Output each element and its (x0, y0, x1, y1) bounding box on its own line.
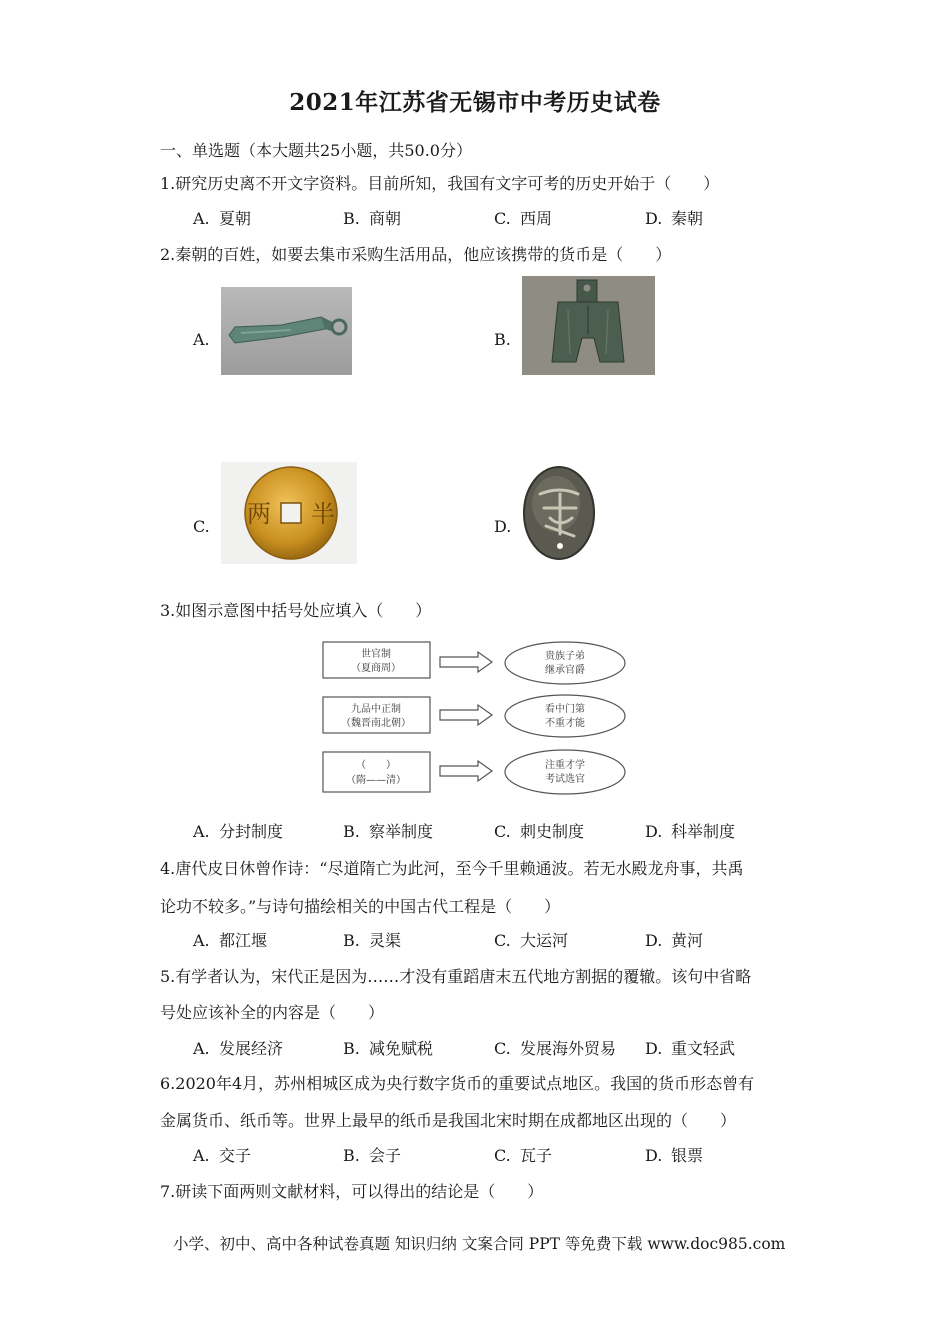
option-b[interactable]: B. 商朝 (343, 209, 402, 228)
coin-char-right: 半 (311, 500, 335, 528)
question-6-stem-line1: 6.2020年4月，苏州相城区成为央行数字货币的重要试点地区。我国的货币形态曾有 (160, 1074, 755, 1093)
question-5-stem-line2: 号处应该补全的内容是（ ） (160, 1003, 385, 1022)
diagram-row-1 (323, 642, 625, 684)
option-c[interactable]: C. 发展海外贸易 (494, 1039, 617, 1058)
row3-box-line2: （隋——清） (346, 775, 406, 786)
question-3-options (193, 822, 793, 842)
row1-box-line1: 世官制 (361, 649, 391, 660)
question-6-stem-line2: 金属货币、纸币等。世界上最早的纸币是我国北宋时期在成都地区出现的（ ） (160, 1111, 737, 1130)
ant-nose-coin-icon (520, 464, 600, 564)
option-d[interactable]: D. 银票 (645, 1146, 704, 1165)
row2-box-line1: 九品中正制 (351, 704, 401, 715)
official-selection-diagram (320, 637, 630, 802)
question-4-stem-line2: 论功不较多。”与诗句描绘相关的中国古代工程是（ ） (160, 897, 561, 916)
option-a[interactable]: A. 分封制度 (193, 822, 284, 841)
question-5-stem-line1: 5.有学者认为，宋代正是因为……才没有重蹈唐末五代地方割据的覆辙。该句中省略 (160, 967, 752, 986)
knife-coin-image (221, 287, 352, 375)
row3-oval-line1: 注重才学 (545, 760, 585, 771)
row1-box-line2: （夏商周） (351, 663, 401, 674)
option-c-label[interactable]: C. (193, 517, 210, 536)
ant-nose-coin-image (520, 464, 600, 564)
row2-box-line2: （魏晋南北朝） (341, 718, 411, 729)
option-c[interactable]: C. 瓦子 (494, 1146, 553, 1165)
question-2-stem: 2.秦朝的百姓，如要去集市采购生活用品，他应该携带的货币是（ ） (160, 245, 672, 264)
question-1-options (193, 209, 793, 229)
option-d[interactable]: D. 科举制度 (645, 822, 736, 841)
option-d[interactable]: D. 黄河 (645, 931, 704, 950)
question-4-stem-line1: 4.唐代皮日休曾作诗：“尽道隋亡为此河，至今千里赖通波。若无水殿龙舟事，共禹 (160, 859, 744, 878)
coin-char-left: 两 (247, 500, 271, 528)
option-d[interactable]: D. 重文轻武 (645, 1039, 736, 1058)
option-b[interactable]: B. 灵渠 (343, 931, 402, 950)
diagram-row-2 (323, 695, 625, 737)
question-7-stem: 7.研读下面两则文献材料，可以得出的结论是（ ） (160, 1182, 544, 1201)
option-a[interactable]: A. 发展经济 (193, 1039, 284, 1058)
option-b-label[interactable]: B. (494, 330, 511, 349)
row2-oval-line2: 不重才能 (545, 718, 585, 729)
option-c[interactable]: C. 大运河 (494, 931, 569, 950)
option-c[interactable]: C. 刺史制度 (494, 822, 585, 841)
arrow-icon (440, 761, 492, 781)
option-a[interactable]: A. 交子 (193, 1146, 252, 1165)
question-3-stem: 3.如图示意图中括号处应填入（ ） (160, 601, 432, 620)
question-6-options (193, 1146, 793, 1166)
question-5-options (193, 1039, 793, 1059)
option-b[interactable]: B. 察举制度 (343, 822, 434, 841)
option-b[interactable]: B. 会子 (343, 1146, 402, 1165)
banliang-coin-icon (221, 462, 357, 564)
option-d[interactable]: D. 秦朝 (645, 209, 704, 228)
option-b[interactable]: B. 减免赋税 (343, 1039, 434, 1058)
arrow-icon (440, 705, 492, 725)
row3-oval-line2: 考试选官 (545, 774, 585, 785)
exam-title: 2021年江苏省无锡市中考历史试卷 (289, 89, 661, 116)
arrow-icon (440, 652, 492, 672)
section-heading: 一、单选题（本大题共25小题，共50.0分） (160, 141, 472, 160)
knife-coin-icon (221, 287, 352, 375)
spade-coin-icon (522, 276, 655, 375)
row1-oval-line1: 贵族子弟 (545, 651, 585, 662)
option-d-label[interactable]: D. (494, 517, 512, 536)
option-c[interactable]: C. 西周 (494, 209, 553, 228)
row1-oval-line2: 继承官爵 (545, 665, 585, 676)
row2-oval-line1: 看中门第 (545, 704, 585, 715)
spade-coin-image (522, 276, 655, 375)
question-1-stem: 1.研究历史离不开文字资料。目前所知，我国有文字可考的历史开始于（ ） (160, 174, 720, 193)
row3-box-line1: （ ） (356, 760, 396, 771)
option-a[interactable]: A. 夏朝 (193, 209, 252, 228)
question-4-options (193, 931, 793, 951)
option-a-label[interactable]: A. (193, 330, 210, 349)
banliang-coin-image (221, 462, 357, 564)
option-a[interactable]: A. 都江堰 (193, 931, 268, 950)
diagram-row-3 (323, 750, 625, 794)
page-footer: 小学、初中、高中各种试卷真题 知识归纳 文案合同 PPT 等免费下载 www.doc985.com (173, 1235, 786, 1253)
